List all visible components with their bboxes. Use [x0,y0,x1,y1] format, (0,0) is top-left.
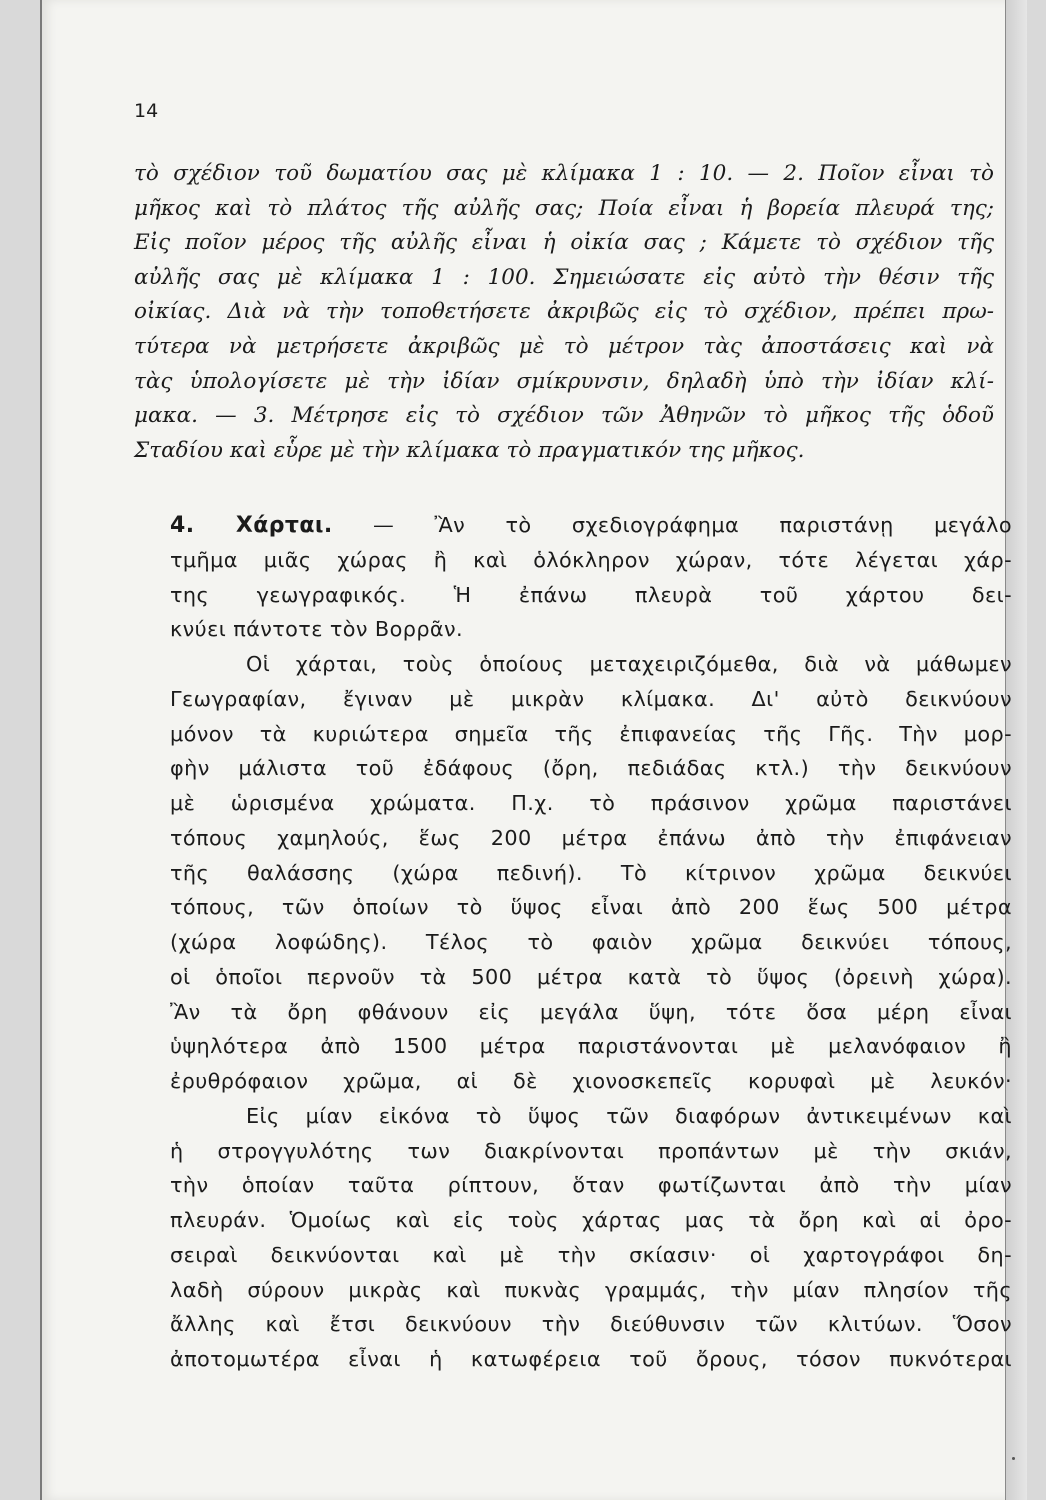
text-line: τμῆμα μιᾶς χώρας ἢ καὶ ὁλόκληρον χώραν, τότε λέγεται χάρ- [170,547,1012,572]
text-line: Εἰς ποῖον μέρος τῆς αὐλῆς εἶναι ἡ οἰκία σας ; Κάμετε τὸ σχέδιον τῆς [134,230,994,256]
text-line: ἡ στρογγυλότης των διακρίνονται προπάντων μὲ τὴν σκιάν, [170,1138,1012,1163]
section-maps [170,508,1012,1377]
text-line: μακα. — 3. Μέτρησε εἰς τὸ σχέδιον τῶν Ἀθηνῶν τὸ μῆκος τῆς ὁδοῦ [134,403,994,429]
text-line: τὴν ὁποίαν ταῦτα ρίπτουν, ὅταν φωτίζωνται ἀπὸ τὴν μίαν [170,1173,1012,1198]
text-line: φὴν μάλιστα τοῦ ἐδάφους (ὄρη, πεδιάδας κτλ.) τὴν δεικνύουν [170,756,1012,781]
text-line: (χώρα λοφώδης). Τέλος τὸ φαιὸν χρῶμα δεικνύει τόπους, [170,930,1012,954]
text-line: Εἰς μίαν εἰκόνα τὸ ὕψος τῶν διαφόρων ἀντικειμένων καὶ [246,1103,1012,1128]
text-line: ὑψηλότερα ἀπὸ 1500 μέτρα παριστάνονται μὲ μελανόφαιον ἢ [170,1034,1012,1059]
text-line: μῆκος καὶ τὸ πλάτος τῆς αὐλῆς σας; Ποία εἶναι ἡ βορεία πλευρά της; [134,195,994,221]
text-line: ἀποτομωτέρα εἶναι ἡ κατωφέρεια τοῦ ὄρους, τόσον πυκνότεραι [170,1347,1012,1371]
text-line: τόπους, τῶν ὁποίων τὸ ὕψος εἶναι ἀπὸ 200 ἕως 500 μέτρα [170,895,1012,920]
text-line: μὲ ὡρισμένα χρώματα. Π.χ. τὸ πράσινον χρῶμα παριστάνει [170,791,1012,815]
text-line: τῆς θαλάσσης (χώρα πεδινή). Τὸ κίτρινον χρῶμα δεικνύει [170,860,1012,885]
section-heading: 4. Χάρται. [170,513,333,538]
text-line: σειραὶ δεικνύονται καὶ μὲ τὴν σκίασιν· οἱ χαρτογράφοι δη- [170,1242,1012,1267]
text-line: Ἂν τὰ ὄρη φθάνουν εἰς μεγάλα ὕψη, τότε ὅσα μέρη εἶναι [170,999,1012,1024]
text-line: Γεωγραφίαν, ἔγιναν μὲ μικρὰν κλίμακα. Δι' αὐτὸ δεικνύουν [170,686,1012,711]
page-number: 14 [134,100,159,122]
text-line: τὸ σχέδιον τοῦ δωματίου σας μὲ κλίμακα 1 : 10. — 2. Ποῖον εἶναι τὸ [134,161,994,186]
section-first-line [170,508,1012,543]
text-run: — Ἂν τὸ σχεδιογράφημα παριστάνῃ μεγάλο [372,513,1012,537]
text-line: οἱ ὁποῖοι περνοῦν τὰ 500 μέτρα κατὰ τὸ ὕψος (ὀρεινὴ χώρα). [170,964,1012,989]
text-line: αὐλῆς σας μὲ κλίμακα 1 : 100. Σημειώσατε εἰς αὐτὸ τὴν θέσιν τῆς [134,264,994,290]
text-line: λαδὴ σύρουν μικρὰς καὶ πυκνὰς γραμμάς, τὴν μίαν πλησίον τῆς [170,1277,1012,1302]
paper-speck [1012,1457,1015,1460]
text-line: της γεωγραφικός. Ἡ ἐπάνω πλευρὰ τοῦ χάρτου δει- [170,582,1012,607]
text-line: Οἱ χάρται, τοὺς ὁποίους μεταχειριζόμεθα, διὰ νὰ μάθωμεν [246,652,1012,676]
text-line: μόνον τὰ κυριώτερα σημεῖα τῆς ἐπιφανείας τῆς Γῆς. Τὴν μορ- [170,721,1012,746]
text-line: τύτερα νὰ μετρήσετε ἀκριβῶς μὲ τὸ μέτρον τὰς ἀποστάσεις καὶ νὰ [134,333,994,359]
text-line: τόπους χαμηλούς, ἕως 200 μέτρα ἐπάνω ἀπὸ τὴν ἐπιφάνειαν [170,825,1012,850]
text-line: Σταδίου καὶ εὗρε μὲ τὴν κλίμακα τὸ πραγματικόν της μῆκος. [134,437,805,463]
text-line: κνύει πάντοτε τὸν Βορρᾶν. [170,617,464,642]
text-line: ἄλλης καὶ ἔτσι δεικνύουν τὴν διεύθυνσιν τῶν κλιτύων. Ὅσον [170,1312,1012,1337]
text-line: οἰκίας. Διὰ νὰ τὴν τοποθετήσετε ἀκριβῶς εἰς τὸ σχέδιον, πρέπει πρω- [134,299,994,325]
text-line: πλευράν. Ὁμοίως καὶ εἰς τοὺς χάρτας μας τὰ ὄρη καὶ αἱ ὀρο- [170,1208,1012,1232]
text-line: ἐρυθρόφαιον χρῶμα, αἱ δὲ χιονοσκεπεῖς κορυφαὶ μὲ λευκόν· [170,1069,1012,1093]
text-line: τὰς ὑπολογίσετε μὲ τὴν ἰδίαν σμίκρυνσιν, δηλαδὴ ὑπὸ τὴν ἰδίαν κλί- [134,368,994,394]
exercise-paragraph [134,157,994,468]
